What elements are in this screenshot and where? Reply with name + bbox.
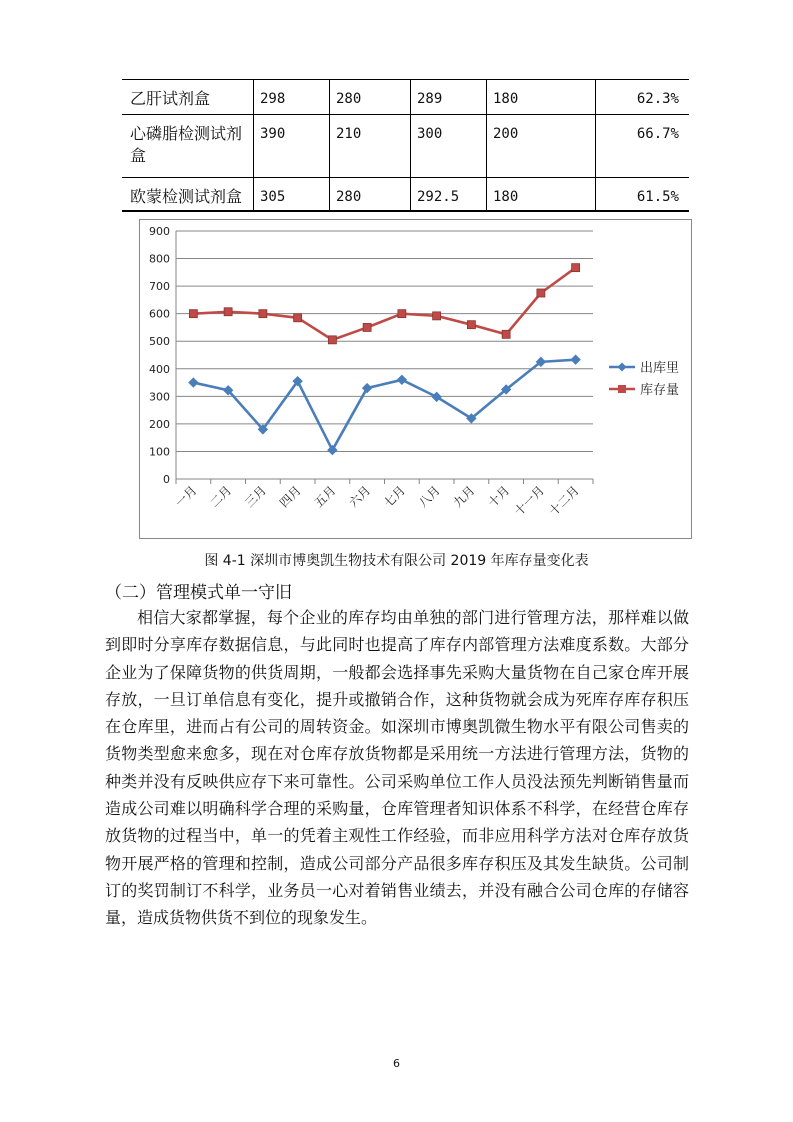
table-cell: 390 bbox=[254, 115, 330, 178]
table-cell: 180 bbox=[487, 178, 596, 211]
x-tick-label: 七月 bbox=[381, 483, 408, 511]
body-paragraph: 相信大家都掌握，每个企业的库存均由单独的部门进行管理方法，那样难以做到即时分享库存数据信息，与此同时也提高了库存内部管理方法难度系数。大部分企业为了保障货物的供货周期，一般都会选择事先采购大量货物在自己家仓库开展存放，一旦订单信息有变化，提升或撤销合作，这种货物就会成为死库存库存积压在仓库里，进而占有公司的周转资金。如深圳市博奥凯微生物水平有限公司售卖的货物类型愈来愈多，现在对仓库存放货物都是采用统一方法进行管理方法，货物的种类并没有反映供应存下来可靠性。公司采购单位工作人员没法预先判断销售量而造成公司难以明确科学合理的采购量，仓库管理者知识体系不科学，在经营仓库存放货物的过程当中，单一的凭着主观性工作经验，而非应用科学方法对仓库存放货物开展严格的管理和控制，造成公司部分产品很多库存积压及其发生缺货。公司制订的奖罚制订不科学，业务员一心对着销售业绩去，并没有融合公司仓库的存储容量，造成货物供货不到位的现象发生。 bbox=[105, 608, 689, 928]
y-tick-label: 200 bbox=[149, 417, 170, 431]
table-row bbox=[122, 80, 689, 115]
x-tick-label: 六月 bbox=[346, 483, 374, 511]
y-tick-label: 0 bbox=[163, 473, 170, 486]
table-cell-name: 欧蒙检测试剂盒 bbox=[122, 178, 254, 211]
data-point bbox=[572, 264, 580, 272]
legend-label: 库存量 bbox=[640, 383, 680, 398]
x-tick-label: 十一月 bbox=[511, 483, 547, 519]
data-point bbox=[224, 308, 232, 316]
legend-label: 出库里 bbox=[640, 361, 680, 376]
table-cell-percent: 61.5% bbox=[596, 178, 690, 211]
table-cell: 180 bbox=[487, 80, 596, 115]
table-cell: 289 bbox=[411, 80, 487, 115]
inventory-line-chart bbox=[139, 219, 692, 539]
table-cell: 292.5 bbox=[411, 178, 487, 211]
table-cell-percent: 66.7% bbox=[596, 115, 690, 178]
x-tick-label: 八月 bbox=[415, 483, 443, 511]
data-point bbox=[537, 289, 545, 297]
table-cell-percent: 62.3% bbox=[596, 80, 690, 115]
y-tick-label: 800 bbox=[149, 252, 170, 266]
table-row bbox=[122, 178, 689, 211]
x-tick-label: 四月 bbox=[276, 483, 304, 511]
data-point bbox=[189, 310, 197, 318]
data-point bbox=[502, 330, 510, 338]
chart-svg bbox=[139, 219, 692, 539]
x-tick-label: 十二月 bbox=[546, 483, 582, 519]
data-point bbox=[433, 312, 441, 320]
x-tick-label: 一月 bbox=[172, 483, 200, 511]
x-tick-label: 三月 bbox=[242, 483, 269, 511]
y-tick-label: 100 bbox=[149, 445, 170, 459]
x-tick-label: 二月 bbox=[207, 483, 235, 511]
data-point bbox=[294, 314, 302, 322]
table-cell: 280 bbox=[330, 80, 411, 115]
table-cell-name: 心磷脂检测试剂盒 bbox=[122, 115, 254, 178]
y-tick-label: 900 bbox=[149, 225, 170, 238]
table-cell: 200 bbox=[487, 115, 596, 178]
page-number: 6 bbox=[393, 1057, 400, 1070]
y-tick-label: 500 bbox=[149, 335, 170, 349]
data-point bbox=[398, 310, 406, 318]
data-point bbox=[363, 323, 371, 331]
x-tick-label: 五月 bbox=[311, 483, 339, 511]
data-point bbox=[328, 336, 336, 344]
table-row bbox=[122, 115, 689, 178]
table-cell: 298 bbox=[254, 80, 330, 115]
y-tick-label: 600 bbox=[149, 307, 170, 321]
y-tick-label: 300 bbox=[149, 390, 170, 404]
y-tick-label: 700 bbox=[149, 280, 170, 294]
x-tick-label: 十月 bbox=[485, 483, 513, 511]
table-cell-name: 乙肝试剂盒 bbox=[122, 80, 254, 115]
data-point bbox=[259, 310, 267, 318]
figure-caption: 图 4-1 深圳市博奥凯生物技术有限公司 2019 年库存量变化表 bbox=[204, 553, 589, 569]
y-tick-label: 400 bbox=[149, 362, 170, 376]
inventory-table bbox=[122, 79, 689, 212]
section-heading: （二）管理模式单一守旧 bbox=[105, 583, 292, 603]
table-cell: 280 bbox=[330, 178, 411, 211]
legend-marker bbox=[618, 385, 626, 393]
table-cell: 300 bbox=[411, 115, 487, 178]
table-cell: 210 bbox=[330, 115, 411, 178]
table-cell: 305 bbox=[254, 178, 330, 211]
x-tick-label: 九月 bbox=[450, 483, 478, 511]
data-point bbox=[467, 321, 475, 329]
